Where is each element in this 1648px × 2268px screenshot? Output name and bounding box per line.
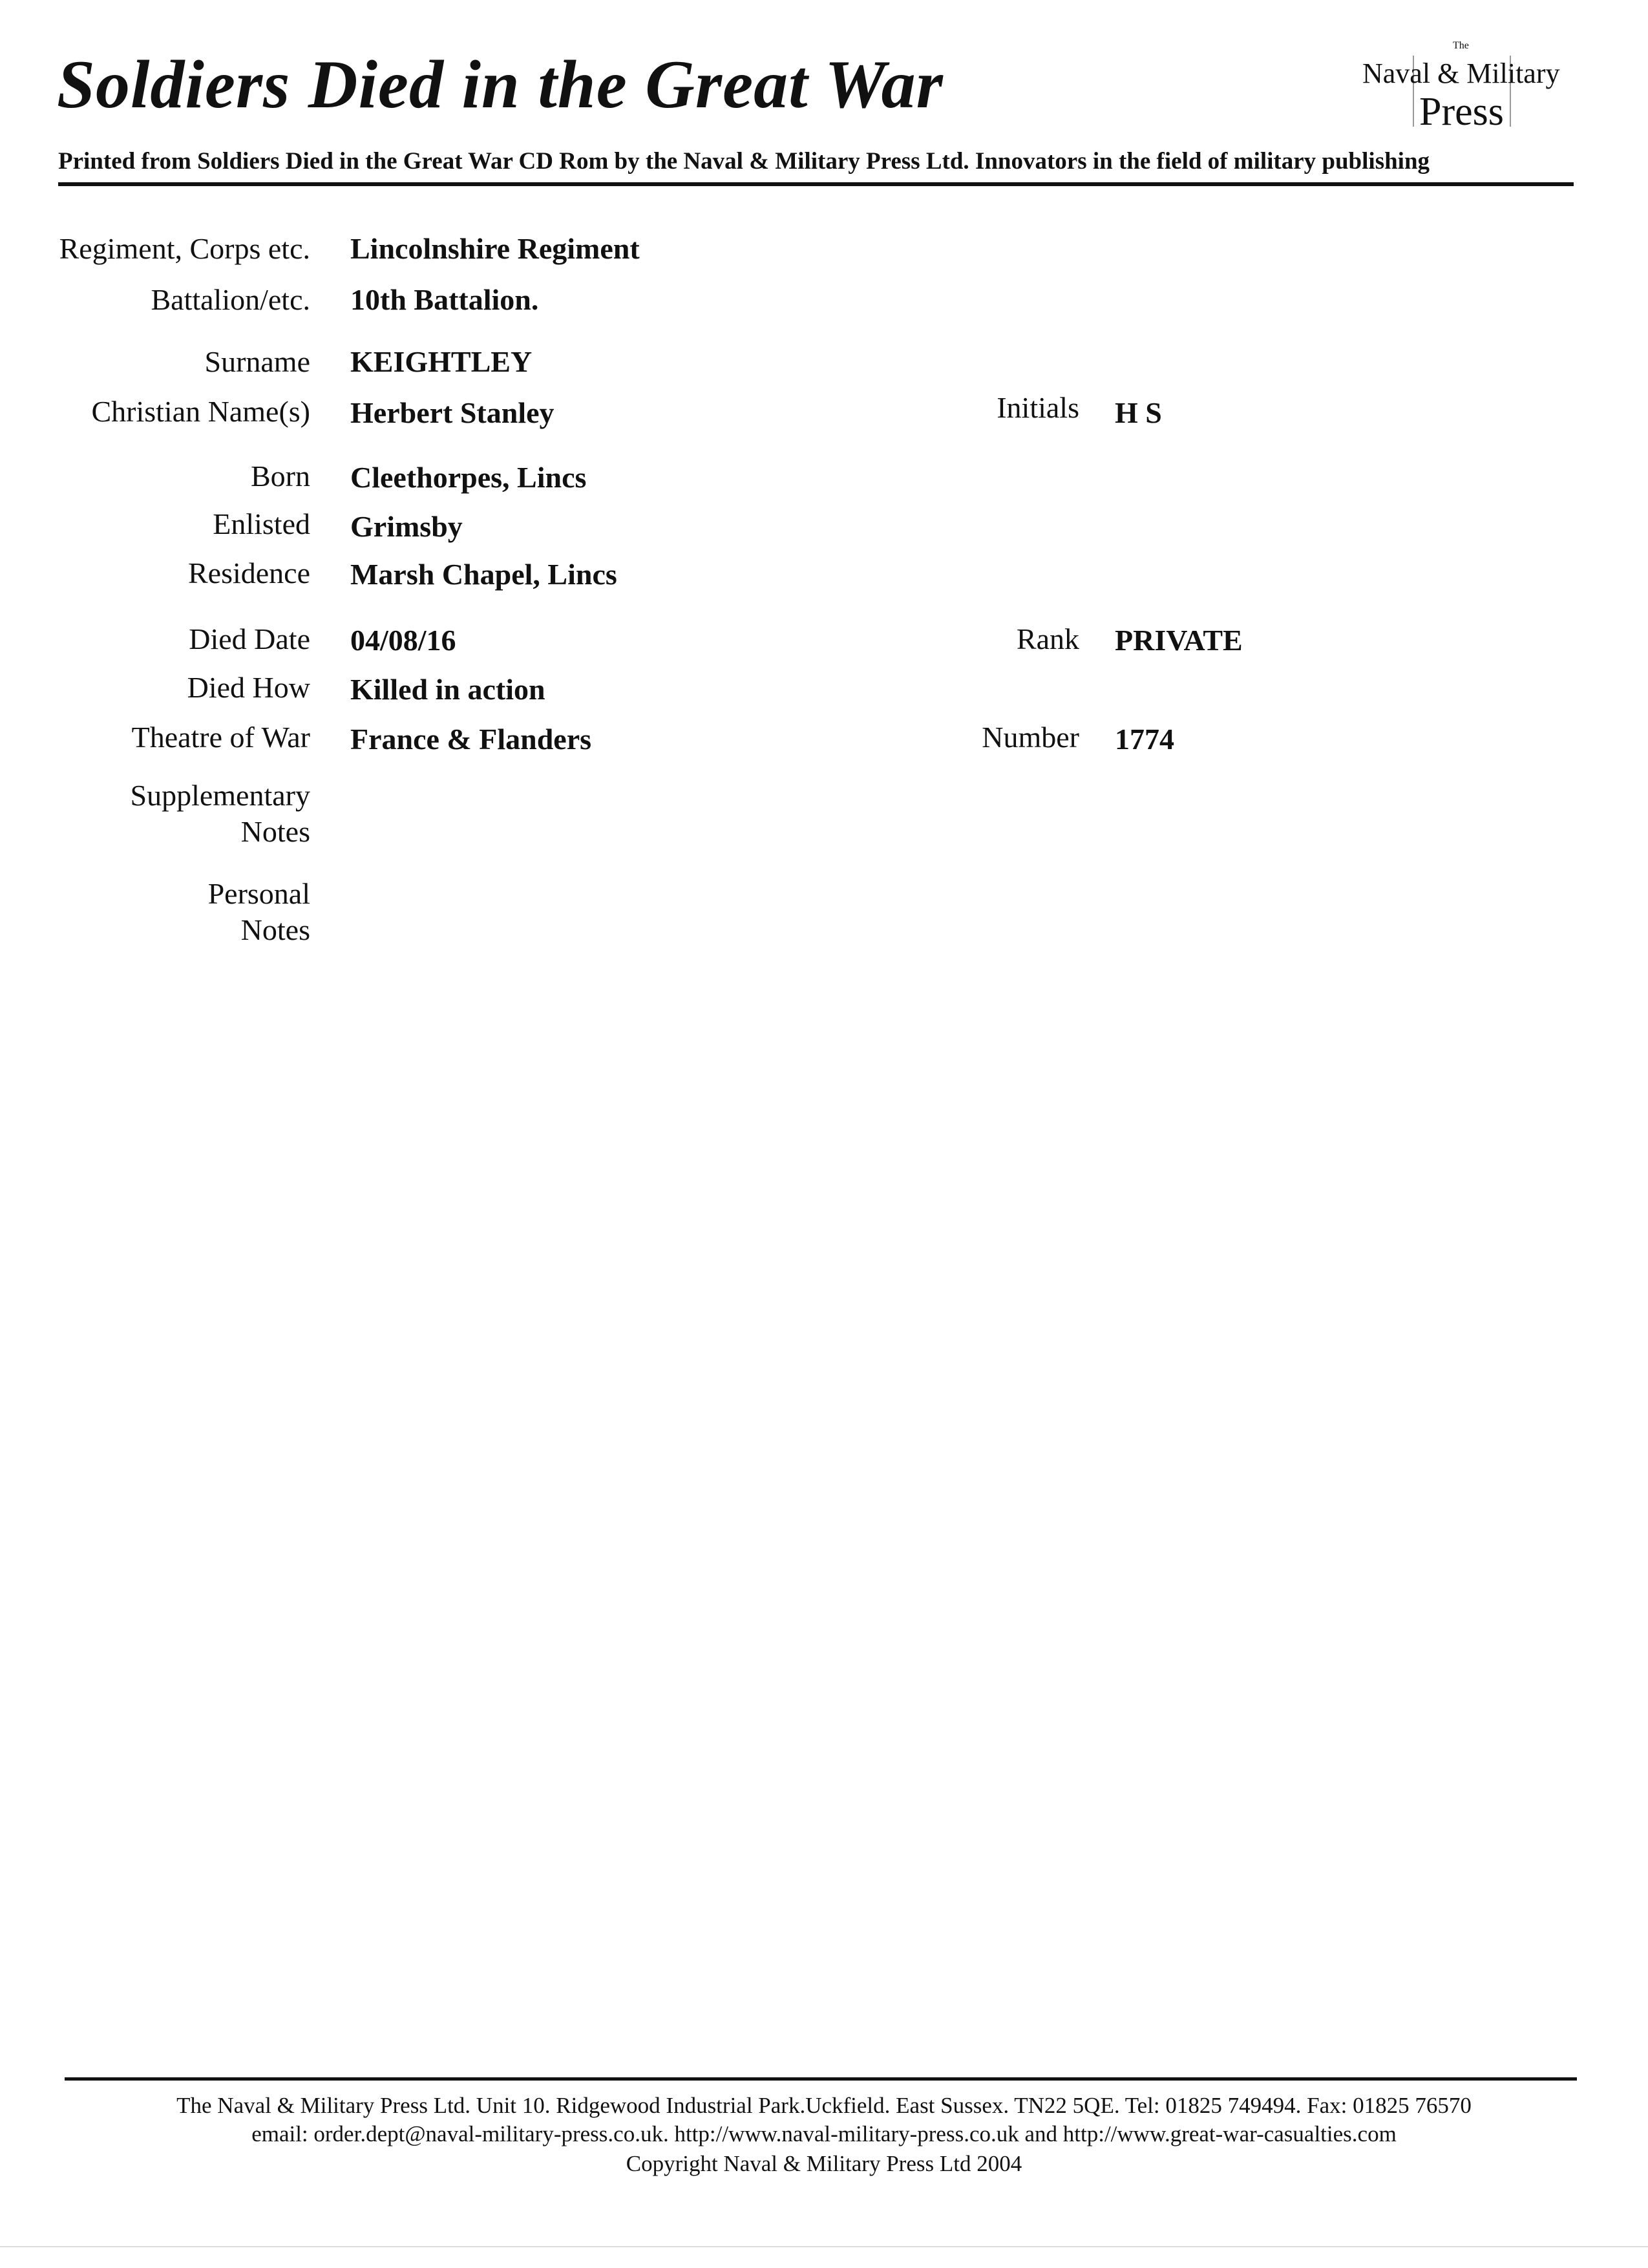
regiment-label: Regiment, Corps etc. xyxy=(59,232,310,265)
enlisted-label: Enlisted xyxy=(213,507,310,540)
personal-notes-label xyxy=(208,876,310,948)
scan-edge xyxy=(0,2246,1648,2247)
regiment-value: Lincolnshire Regiment xyxy=(350,232,640,265)
surname-value: KEIGHTLEY xyxy=(350,345,533,378)
residence-label: Residence xyxy=(187,556,310,589)
surname-label: Surname xyxy=(204,345,310,378)
number-value: 1774 xyxy=(1115,723,1174,756)
footer-address: The Naval & Military Press Ltd. Unit 10. Ridgewood Industrial Park.Uckfield. East Sussex. TN22 5QE. Tel: 01825 749494. Fax: 01825 76570 xyxy=(176,2093,1472,2118)
christian-names-label: Christian Name(s) xyxy=(91,395,310,428)
personal-notes-label-line2: Notes xyxy=(240,913,310,946)
christian-names-value: Herbert Stanley xyxy=(350,396,555,429)
supplementary-notes-label xyxy=(131,778,311,850)
rank-label: Rank xyxy=(1016,622,1079,655)
battalion-label: Battalion/etc. xyxy=(151,283,310,316)
supplementary-notes-label-line2: Notes xyxy=(240,815,310,848)
enlisted-value: Grimsby xyxy=(350,510,463,543)
footer-contact: email: order.dept@naval-military-press.co.uk. http://www.naval-military-press.co.uk and http://www.great-war-casualties.com xyxy=(251,2121,1397,2146)
logo-the: The xyxy=(1453,40,1469,51)
theatre-value: France & Flanders xyxy=(350,723,592,756)
footer-divider xyxy=(65,2077,1577,2081)
number-label: Number xyxy=(982,721,1079,754)
died-date-value: 04/08/16 xyxy=(350,624,456,657)
footer-copyright: Copyright Naval & Military Press Ltd 2004 xyxy=(626,2151,1022,2176)
born-label: Born xyxy=(251,460,310,493)
residence-value: Marsh Chapel, Lincs xyxy=(350,558,617,591)
logo-press: Press xyxy=(1419,90,1504,134)
document-title: Soldiers Died in the Great War xyxy=(57,47,944,122)
born-value: Cleethorpes, Lincs xyxy=(350,461,587,494)
header-divider xyxy=(58,182,1574,186)
initials-value: H S xyxy=(1115,396,1162,429)
logo-naval-military: Naval & Military xyxy=(1362,58,1560,89)
died-how-value: Killed in action xyxy=(350,673,545,706)
initials-label: Initials xyxy=(997,391,1079,424)
died-date-label: Died Date xyxy=(189,622,310,655)
document-subtitle: Printed from Soldiers Died in the Great War CD Rom by the Naval & Military Press Ltd. Innovators in the field of military publishing xyxy=(58,148,1430,175)
died-how-label: Died How xyxy=(187,671,310,704)
publisher-logo xyxy=(1351,37,1583,134)
battalion-value: 10th Battalion. xyxy=(350,283,539,316)
personal-notes-label-line1: Personal xyxy=(207,877,310,910)
theatre-label: Theatre of War xyxy=(131,721,310,754)
supplementary-notes-label-line1: Supplementary xyxy=(130,779,310,812)
rank-value: PRIVATE xyxy=(1115,624,1243,657)
